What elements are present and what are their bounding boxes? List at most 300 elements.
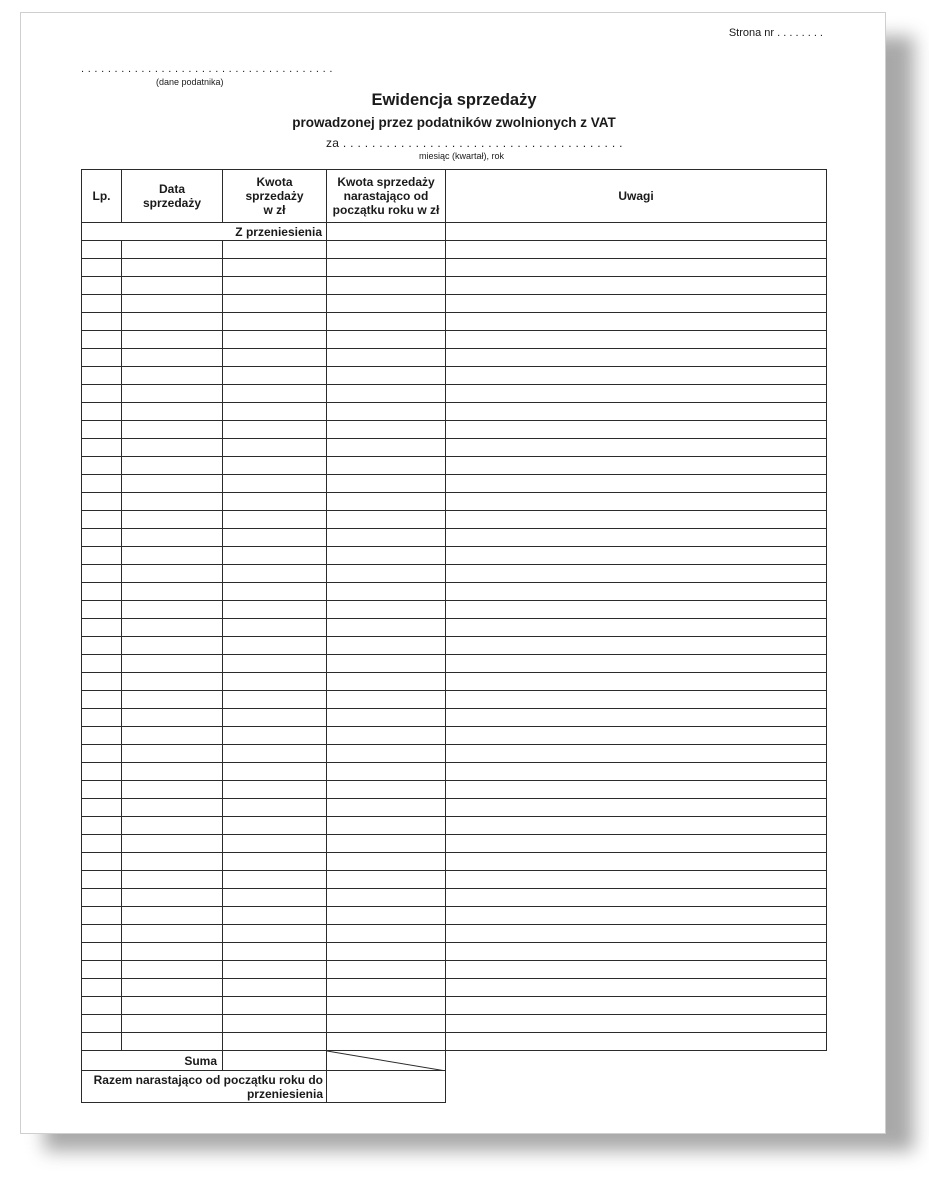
- notes-cell[interactable]: [446, 511, 827, 529]
- date-cell[interactable]: [122, 871, 223, 889]
- table-row: [82, 565, 827, 583]
- table-row: [82, 547, 827, 565]
- taxpayer-data-field[interactable]: . . . . . . . . . . . . . . . . . . . . . . . . . . . . . . . . . . . . . .: [81, 63, 333, 75]
- cumulative-cell[interactable]: [327, 709, 446, 727]
- notes-cell[interactable]: [446, 421, 827, 439]
- date-cell[interactable]: [122, 1033, 223, 1051]
- cumulative-cell[interactable]: [327, 1033, 446, 1051]
- amount-cell[interactable]: [223, 781, 327, 799]
- col-date-label: Data sprzedaży: [142, 182, 202, 210]
- amount-cell[interactable]: [223, 871, 327, 889]
- table-row: [82, 277, 827, 295]
- date-cell[interactable]: [122, 943, 223, 961]
- form-subtitle: prowadzonej przez podatników zwolnionych z VAT: [292, 115, 616, 130]
- cumulative-total-row: [82, 1071, 827, 1103]
- cumulative-cell[interactable]: [327, 961, 446, 979]
- cumulative-cell[interactable]: [327, 313, 446, 331]
- cumulative-cell[interactable]: [327, 745, 446, 763]
- col-amount-label: Kwota sprzedaży w zł: [245, 175, 304, 217]
- sum-amount-cell[interactable]: [223, 1051, 327, 1071]
- amount-cell[interactable]: [223, 943, 327, 961]
- notes-cell[interactable]: [446, 727, 827, 745]
- table-header-row: [82, 170, 827, 223]
- date-cell[interactable]: [122, 745, 223, 763]
- amount-cell[interactable]: [223, 799, 327, 817]
- cumulative-cell[interactable]: [327, 385, 446, 403]
- cumulative-cell[interactable]: [327, 583, 446, 601]
- notes-cell[interactable]: [446, 619, 827, 637]
- carry-over-cumulative-cell[interactable]: [327, 223, 446, 241]
- amount-cell[interactable]: [223, 691, 327, 709]
- notes-cell[interactable]: [446, 979, 827, 997]
- lp-cell[interactable]: [82, 853, 122, 871]
- notes-cell[interactable]: [446, 871, 827, 889]
- table-row: [82, 241, 827, 259]
- notes-cell[interactable]: [446, 817, 827, 835]
- form-title: Ewidencja sprzedaży: [371, 91, 537, 109]
- table-row: [82, 745, 827, 763]
- lp-cell[interactable]: [82, 439, 122, 457]
- date-cell[interactable]: [122, 241, 223, 259]
- amount-cell[interactable]: [223, 619, 327, 637]
- lp-cell[interactable]: [82, 925, 122, 943]
- lp-cell[interactable]: [82, 907, 122, 925]
- date-cell[interactable]: [122, 367, 223, 385]
- date-cell[interactable]: [122, 259, 223, 277]
- notes-cell[interactable]: [446, 835, 827, 853]
- col-cumulative-label: Kwota sprzedaży narastająco od początku roku w zł: [332, 175, 440, 217]
- date-cell[interactable]: [122, 781, 223, 799]
- table-row: [82, 835, 827, 853]
- date-cell[interactable]: [122, 385, 223, 403]
- form-sheet: [20, 12, 886, 1134]
- notes-cell[interactable]: [446, 277, 827, 295]
- lp-cell[interactable]: [82, 583, 122, 601]
- amount-cell[interactable]: [223, 835, 327, 853]
- date-cell[interactable]: [122, 799, 223, 817]
- lp-cell[interactable]: [82, 745, 122, 763]
- amount-cell[interactable]: [223, 1033, 327, 1051]
- amount-cell[interactable]: [223, 655, 327, 673]
- table-row: [82, 943, 827, 961]
- table-row: [82, 349, 827, 367]
- date-cell[interactable]: [122, 889, 223, 907]
- table-row: [82, 457, 827, 475]
- amount-cell[interactable]: [223, 817, 327, 835]
- cumulative-cell[interactable]: [327, 763, 446, 781]
- cumulative-cell[interactable]: [327, 727, 446, 745]
- date-cell[interactable]: [122, 763, 223, 781]
- cumulative-cell[interactable]: [327, 907, 446, 925]
- cumulative-cell[interactable]: [327, 925, 446, 943]
- cumulative-cell[interactable]: [327, 943, 446, 961]
- cumulative-total-label: [82, 1071, 327, 1103]
- cumulative-cell[interactable]: [327, 493, 446, 511]
- amount-cell[interactable]: [223, 709, 327, 727]
- date-cell[interactable]: [122, 1015, 223, 1033]
- lp-cell[interactable]: [82, 619, 122, 637]
- date-cell[interactable]: [122, 565, 223, 583]
- cumulative-total-text: Razem narastająco od początku roku do przeniesienia: [93, 1072, 323, 1101]
- cumulative-cell[interactable]: [327, 331, 446, 349]
- date-cell[interactable]: [122, 691, 223, 709]
- amount-cell[interactable]: [223, 475, 327, 493]
- notes-cell[interactable]: [446, 259, 827, 277]
- table-row: [82, 817, 827, 835]
- amount-cell[interactable]: [223, 277, 327, 295]
- cumulative-cell[interactable]: [327, 871, 446, 889]
- date-cell[interactable]: [122, 601, 223, 619]
- amount-cell[interactable]: [223, 241, 327, 259]
- amount-cell[interactable]: [223, 421, 327, 439]
- amount-cell[interactable]: [223, 997, 327, 1015]
- notes-cell[interactable]: [446, 313, 827, 331]
- date-cell[interactable]: [122, 835, 223, 853]
- notes-cell[interactable]: [446, 241, 827, 259]
- lp-cell[interactable]: [82, 1015, 122, 1033]
- lp-cell[interactable]: [82, 871, 122, 889]
- lp-cell[interactable]: [82, 331, 122, 349]
- cumulative-cell[interactable]: [327, 241, 446, 259]
- table-row: [82, 637, 827, 655]
- lp-cell[interactable]: [82, 295, 122, 313]
- cumulative-cell[interactable]: [327, 403, 446, 421]
- amount-cell[interactable]: [223, 259, 327, 277]
- date-cell[interactable]: [122, 637, 223, 655]
- lp-cell[interactable]: [82, 655, 122, 673]
- notes-cell[interactable]: [446, 637, 827, 655]
- notes-cell[interactable]: [446, 673, 827, 691]
- notes-cell[interactable]: [446, 691, 827, 709]
- notes-cell[interactable]: [446, 601, 827, 619]
- cumulative-cell[interactable]: [327, 457, 446, 475]
- col-lp-header: Lp.: [82, 170, 122, 223]
- table-row: [82, 367, 827, 385]
- cumulative-cell[interactable]: [327, 817, 446, 835]
- notes-cell[interactable]: [446, 907, 827, 925]
- table-row: [82, 961, 827, 979]
- notes-cell[interactable]: [446, 439, 827, 457]
- cumulative-cell[interactable]: [327, 349, 446, 367]
- notes-cell[interactable]: [446, 367, 827, 385]
- lp-cell[interactable]: [82, 637, 122, 655]
- lp-cell[interactable]: [82, 457, 122, 475]
- amount-cell[interactable]: [223, 403, 327, 421]
- notes-cell[interactable]: [446, 565, 827, 583]
- cumulative-cell[interactable]: [327, 259, 446, 277]
- cumulative-cell[interactable]: [327, 439, 446, 457]
- lp-cell[interactable]: [82, 421, 122, 439]
- amount-cell[interactable]: [223, 385, 327, 403]
- date-cell[interactable]: [122, 295, 223, 313]
- notes-cell[interactable]: [446, 853, 827, 871]
- cumulative-cell[interactable]: [327, 421, 446, 439]
- date-cell[interactable]: [122, 421, 223, 439]
- cumulative-cell[interactable]: [327, 835, 446, 853]
- notes-cell[interactable]: [446, 1015, 827, 1033]
- period-field[interactable]: za . . . . . . . . . . . . . . . . . . . . . . . . . . . . . . . . . . . . . . .: [326, 136, 623, 150]
- date-cell[interactable]: [122, 331, 223, 349]
- amount-cell[interactable]: [223, 673, 327, 691]
- date-cell[interactable]: [122, 727, 223, 745]
- table-row: [82, 475, 827, 493]
- notes-cell[interactable]: [446, 295, 827, 313]
- lp-cell[interactable]: [82, 763, 122, 781]
- lp-cell[interactable]: [82, 493, 122, 511]
- date-cell[interactable]: [122, 655, 223, 673]
- date-cell[interactable]: [122, 493, 223, 511]
- table-row: [82, 601, 827, 619]
- notes-cell[interactable]: [446, 493, 827, 511]
- notes-cell[interactable]: [446, 781, 827, 799]
- carry-over-label: Z przeniesienia: [82, 223, 327, 241]
- amount-cell[interactable]: [223, 511, 327, 529]
- notes-cell[interactable]: [446, 583, 827, 601]
- lp-cell[interactable]: [82, 403, 122, 421]
- date-cell[interactable]: [122, 997, 223, 1015]
- amount-cell[interactable]: [223, 889, 327, 907]
- date-cell[interactable]: [122, 907, 223, 925]
- date-cell[interactable]: [122, 709, 223, 727]
- cumulative-cell[interactable]: [327, 1015, 446, 1033]
- table-row: [82, 1015, 827, 1033]
- date-cell[interactable]: [122, 673, 223, 691]
- notes-cell[interactable]: [446, 331, 827, 349]
- table-row: [82, 529, 827, 547]
- col-amount-header: [223, 170, 327, 223]
- lp-cell[interactable]: [82, 313, 122, 331]
- table-row: [82, 1033, 827, 1051]
- notes-cell[interactable]: [446, 457, 827, 475]
- cumulative-cell[interactable]: [327, 277, 446, 295]
- sales-register-table: [81, 169, 827, 1103]
- empty-area: [446, 1071, 827, 1103]
- cumulative-cell[interactable]: [327, 637, 446, 655]
- lp-cell[interactable]: [82, 565, 122, 583]
- table-row: [82, 763, 827, 781]
- amount-cell[interactable]: [223, 529, 327, 547]
- amount-cell[interactable]: [223, 583, 327, 601]
- amount-cell[interactable]: [223, 349, 327, 367]
- lp-cell[interactable]: [82, 475, 122, 493]
- amount-cell[interactable]: [223, 601, 327, 619]
- date-cell[interactable]: [122, 457, 223, 475]
- lp-cell[interactable]: [82, 277, 122, 295]
- notes-cell[interactable]: [446, 997, 827, 1015]
- amount-cell[interactable]: [223, 367, 327, 385]
- carry-over-row: [82, 223, 827, 241]
- notes-cell[interactable]: [446, 709, 827, 727]
- cumulative-cell[interactable]: [327, 295, 446, 313]
- lp-cell[interactable]: [82, 997, 122, 1015]
- lp-cell[interactable]: [82, 241, 122, 259]
- lp-cell[interactable]: [82, 385, 122, 403]
- cumulative-cell[interactable]: [327, 529, 446, 547]
- date-cell[interactable]: [122, 547, 223, 565]
- amount-cell[interactable]: [223, 853, 327, 871]
- lp-cell[interactable]: [82, 961, 122, 979]
- notes-cell[interactable]: [446, 529, 827, 547]
- amount-cell[interactable]: [223, 1015, 327, 1033]
- date-cell[interactable]: [122, 583, 223, 601]
- table-row: [82, 313, 827, 331]
- table-row: [82, 655, 827, 673]
- page-number-field[interactable]: Strona nr . . . . . . . .: [728, 27, 823, 39]
- lp-cell[interactable]: [82, 511, 122, 529]
- amount-cell[interactable]: [223, 295, 327, 313]
- sum-row: [82, 1051, 827, 1071]
- table-row: [82, 889, 827, 907]
- amount-cell[interactable]: [223, 979, 327, 997]
- period-caption: miesiąc (kwartał), rok: [419, 151, 505, 161]
- cumulative-cell[interactable]: [327, 853, 446, 871]
- notes-cell[interactable]: [446, 943, 827, 961]
- amount-cell[interactable]: [223, 925, 327, 943]
- cumulative-cell[interactable]: [327, 979, 446, 997]
- table-row: [82, 493, 827, 511]
- notes-cell[interactable]: [446, 763, 827, 781]
- table-row: [82, 907, 827, 925]
- lp-cell[interactable]: [82, 547, 122, 565]
- lp-cell[interactable]: [82, 943, 122, 961]
- amount-cell[interactable]: [223, 565, 327, 583]
- date-cell[interactable]: [122, 403, 223, 421]
- lp-cell[interactable]: [82, 781, 122, 799]
- notes-cell[interactable]: [446, 547, 827, 565]
- notes-cell[interactable]: [446, 745, 827, 763]
- table-row: [82, 331, 827, 349]
- lp-cell[interactable]: [82, 673, 122, 691]
- amount-cell[interactable]: [223, 313, 327, 331]
- notes-cell[interactable]: [446, 925, 827, 943]
- table-row: [82, 871, 827, 889]
- date-cell[interactable]: [122, 817, 223, 835]
- notes-cell[interactable]: [446, 349, 827, 367]
- lp-cell[interactable]: [82, 691, 122, 709]
- table-row: [82, 619, 827, 637]
- notes-cell[interactable]: [446, 1033, 827, 1051]
- date-cell[interactable]: [122, 277, 223, 295]
- table-row: [82, 691, 827, 709]
- amount-cell[interactable]: [223, 727, 327, 745]
- lp-cell[interactable]: [82, 259, 122, 277]
- amount-cell[interactable]: [223, 961, 327, 979]
- date-cell[interactable]: [122, 979, 223, 997]
- cumulative-cell[interactable]: [327, 799, 446, 817]
- table-row: [82, 853, 827, 871]
- date-cell[interactable]: [122, 961, 223, 979]
- table-row: [82, 259, 827, 277]
- notes-cell[interactable]: [446, 961, 827, 979]
- date-cell[interactable]: [122, 475, 223, 493]
- notes-cell[interactable]: [446, 799, 827, 817]
- lp-cell[interactable]: [82, 1033, 122, 1051]
- amount-cell[interactable]: [223, 907, 327, 925]
- amount-cell[interactable]: [223, 637, 327, 655]
- table-row: [82, 781, 827, 799]
- lp-cell[interactable]: [82, 601, 122, 619]
- lp-cell[interactable]: [82, 349, 122, 367]
- cumulative-cell[interactable]: [327, 619, 446, 637]
- date-cell[interactable]: [122, 349, 223, 367]
- lp-cell[interactable]: [82, 835, 122, 853]
- cumulative-cell[interactable]: [327, 655, 446, 673]
- cumulative-cell[interactable]: [327, 565, 446, 583]
- notes-cell[interactable]: [446, 475, 827, 493]
- taxpayer-caption: (dane podatnika): [156, 77, 224, 87]
- cumulative-cell[interactable]: [327, 367, 446, 385]
- amount-cell[interactable]: [223, 745, 327, 763]
- lp-cell[interactable]: [82, 979, 122, 997]
- lp-cell[interactable]: [82, 367, 122, 385]
- notes-cell[interactable]: [446, 889, 827, 907]
- lp-cell[interactable]: [82, 727, 122, 745]
- table-row: [82, 421, 827, 439]
- amount-cell[interactable]: [223, 331, 327, 349]
- date-cell[interactable]: [122, 925, 223, 943]
- cumulative-cell[interactable]: [327, 511, 446, 529]
- sum-label: Suma: [82, 1051, 223, 1071]
- cumulative-cell[interactable]: [327, 997, 446, 1015]
- table-row: [82, 799, 827, 817]
- lp-cell[interactable]: [82, 889, 122, 907]
- notes-cell[interactable]: [446, 655, 827, 673]
- notes-cell[interactable]: [446, 403, 827, 421]
- lp-cell[interactable]: [82, 709, 122, 727]
- cumulative-cell[interactable]: [327, 601, 446, 619]
- sum-crossed-cell: [327, 1051, 446, 1071]
- amount-cell[interactable]: [223, 457, 327, 475]
- table-row: [82, 979, 827, 997]
- date-cell[interactable]: [122, 511, 223, 529]
- empty-area: [446, 1051, 827, 1071]
- amount-cell[interactable]: [223, 547, 327, 565]
- cumulative-cell[interactable]: [327, 673, 446, 691]
- cumulative-cell[interactable]: [327, 475, 446, 493]
- table-row: [82, 709, 827, 727]
- amount-cell[interactable]: [223, 493, 327, 511]
- amount-cell[interactable]: [223, 439, 327, 457]
- col-date-header: [122, 170, 223, 223]
- date-cell[interactable]: [122, 619, 223, 637]
- lp-cell[interactable]: [82, 529, 122, 547]
- carry-over-notes-cell[interactable]: [446, 223, 827, 241]
- table-row: [82, 385, 827, 403]
- table-row: [82, 403, 827, 421]
- table-row: [82, 727, 827, 745]
- date-cell[interactable]: [122, 853, 223, 871]
- cumulative-cell[interactable]: [327, 547, 446, 565]
- amount-cell[interactable]: [223, 763, 327, 781]
- cumulative-cell[interactable]: [327, 781, 446, 799]
- date-cell[interactable]: [122, 529, 223, 547]
- lp-cell[interactable]: [82, 817, 122, 835]
- notes-cell[interactable]: [446, 385, 827, 403]
- col-notes-header: Uwagi: [446, 170, 827, 223]
- cumulative-cell[interactable]: [327, 691, 446, 709]
- cumulative-cell[interactable]: [327, 889, 446, 907]
- lp-cell[interactable]: [82, 799, 122, 817]
- date-cell[interactable]: [122, 313, 223, 331]
- table-row: [82, 925, 827, 943]
- table-row: [82, 439, 827, 457]
- cumulative-total-cell[interactable]: [327, 1071, 446, 1103]
- table-row: [82, 511, 827, 529]
- table-row: [82, 997, 827, 1015]
- date-cell[interactable]: [122, 439, 223, 457]
- col-cumulative-header: [327, 170, 446, 223]
- table-row: [82, 673, 827, 691]
